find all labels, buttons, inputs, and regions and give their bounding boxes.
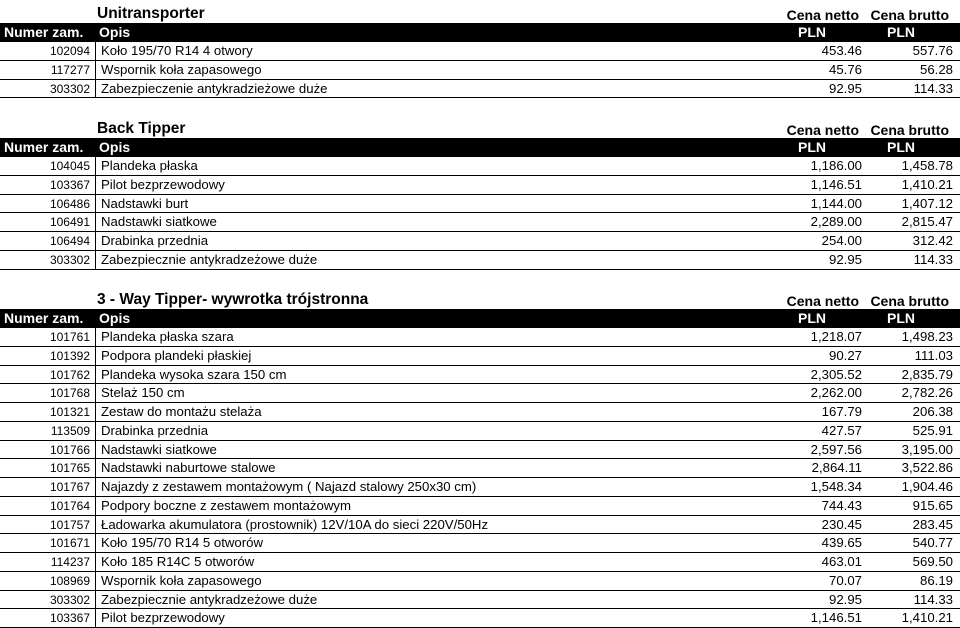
- order-number: 101671: [49, 536, 90, 551]
- order-number: 101392: [49, 348, 90, 363]
- header-description: Opis: [99, 310, 131, 326]
- header-net-currency: PLN: [798, 24, 826, 40]
- order-number: 106486: [49, 196, 90, 211]
- gross-price: 283.45: [912, 516, 953, 532]
- gross-price: 1,498.23: [901, 329, 953, 344]
- order-number: 113509: [50, 423, 90, 438]
- description: Plandeka płaska szara: [101, 329, 234, 344]
- gross-price: 312.42: [912, 233, 953, 248]
- order-number: 303302: [49, 81, 90, 96]
- net-price: 439.65: [821, 535, 862, 551]
- table-header: [0, 309, 960, 328]
- header-gross-currency: PLN: [887, 24, 915, 40]
- order-number: 101321: [49, 405, 90, 419]
- order-number: 101764: [49, 498, 90, 513]
- header-description: Opis: [99, 139, 131, 155]
- table-body: [0, 328, 960, 628]
- table-body: [0, 157, 960, 270]
- section-title-row: [0, 289, 960, 309]
- order-number: 101765: [49, 461, 90, 476]
- gross-price: 111.03: [914, 347, 953, 363]
- description: Pilot bezprzewodowy: [101, 610, 225, 626]
- description: Zabezpiecznie antykradzeżowe duże: [101, 251, 318, 267]
- gross-price: 569.50: [912, 554, 953, 569]
- order-number: 106494: [49, 234, 90, 248]
- net-price: 230.45: [821, 516, 862, 532]
- order-number: 103367: [49, 177, 90, 192]
- description: Koło 195/70 R14 4 otwory: [101, 43, 253, 58]
- net-price: 1,146.51: [810, 176, 862, 192]
- net-price: 2,597.56: [810, 441, 862, 457]
- net-price: 1,548.34: [810, 479, 862, 494]
- table-row: [0, 176, 960, 195]
- order-number: 102094: [49, 44, 90, 58]
- description: Wspornik koła zapasowego: [101, 572, 262, 588]
- description: Podpora plandeki płaskiej: [101, 347, 252, 363]
- order-number: 101767: [49, 480, 90, 494]
- gross-price: 206.38: [912, 404, 953, 419]
- order-number: 106491: [49, 215, 90, 230]
- col-gross-header: Cena brutto: [870, 7, 949, 23]
- description: Zabezpiecznie antykradzeżowe duże: [101, 591, 318, 607]
- net-price: 1,218.07: [810, 329, 862, 344]
- net-price: 2,289.00: [810, 214, 862, 230]
- description: Nadstawki burt: [101, 195, 189, 211]
- col-net-header: Cena netto: [786, 293, 859, 309]
- order-number: 104045: [49, 159, 90, 173]
- table-row: [0, 80, 960, 99]
- header-order-number: Numer zam.: [4, 139, 84, 155]
- net-price: 92.95: [828, 80, 862, 96]
- gross-price: 114.33: [913, 80, 953, 96]
- table-row: [0, 157, 960, 176]
- description: Nadstawki siatkowe: [101, 441, 217, 457]
- description: Ładowarka akumulatora (prostownik) 12V/10A do sieci 220V/50Hz: [101, 516, 489, 532]
- gross-price: 557.76: [912, 43, 953, 58]
- header-order-number: Numer zam.: [4, 310, 84, 326]
- header-net-currency: PLN: [798, 310, 826, 326]
- gross-price: 114.33: [913, 591, 953, 607]
- gross-price: 540.77: [912, 535, 953, 551]
- order-number: 101757: [49, 517, 90, 532]
- gross-price: 1,410.21: [901, 176, 953, 192]
- table-row: [0, 553, 960, 572]
- table-row: [0, 232, 960, 251]
- net-price: 167.79: [821, 404, 862, 419]
- header-gross-currency: PLN: [887, 310, 915, 326]
- net-price: 92.95: [828, 251, 862, 267]
- description: Koło 195/70 R14 5 otworów: [101, 535, 264, 551]
- table-row: [0, 516, 960, 535]
- description: Plandeka płaska: [101, 158, 198, 173]
- description: Zestaw do montażu stelaża: [101, 404, 262, 419]
- order-number: 101768: [49, 386, 90, 401]
- net-price: 463.01: [821, 554, 862, 569]
- net-price: 45.76: [828, 61, 862, 77]
- table-body: [0, 42, 960, 98]
- gross-price: 3,195.00: [901, 441, 953, 457]
- table-row: [0, 478, 960, 497]
- net-price: 70.07: [828, 572, 862, 588]
- table-row: [0, 591, 960, 610]
- order-number: 114237: [50, 555, 90, 569]
- gross-price: 1,904.46: [901, 479, 953, 494]
- gross-price: 2,815.47: [901, 214, 953, 230]
- table-row: [0, 572, 960, 591]
- col-gross-header: Cena brutto: [870, 293, 949, 309]
- net-price: 2,262.00: [810, 385, 862, 401]
- gross-price: 56.28: [919, 61, 953, 77]
- table-row: [0, 403, 960, 422]
- table-header: [0, 138, 960, 157]
- description: Najazdy z zestawem montażowym ( Najazd stalowy 250x30 cm): [101, 479, 477, 494]
- section-title-row: [0, 118, 960, 138]
- section-three-way-tipper: [0, 289, 960, 628]
- order-number: 101766: [49, 442, 90, 457]
- table-row: [0, 441, 960, 460]
- order-number: 108969: [49, 573, 90, 588]
- section-title-row: [0, 3, 960, 23]
- table-row: [0, 347, 960, 366]
- description: Koło 185 R14C 5 otworów: [101, 554, 255, 569]
- table-row: [0, 328, 960, 347]
- table-row: [0, 384, 960, 403]
- description: Plandeka wysoka szara 150 cm: [101, 366, 287, 382]
- header-order-number: Numer zam.: [4, 24, 84, 40]
- net-price: 453.46: [821, 43, 862, 58]
- gross-price: 86.19: [919, 572, 953, 588]
- table-row: [0, 366, 960, 385]
- gross-price: 1,407.12: [901, 195, 953, 211]
- description: Drabinka przednia: [101, 233, 209, 248]
- net-price: 744.43: [821, 497, 862, 513]
- table-row: [0, 497, 960, 516]
- section-title: Unitransporter: [97, 5, 205, 22]
- gross-price: 525.91: [912, 422, 953, 438]
- description: Nadstawki naburtowe stalowe: [101, 460, 276, 476]
- description: Pilot bezprzewodowy: [101, 176, 225, 192]
- description: Drabinka przednia: [101, 422, 209, 438]
- table-row: [0, 42, 960, 61]
- net-price: 2,864.11: [811, 460, 862, 476]
- gross-price: 114.33: [913, 251, 953, 267]
- table-row: [0, 251, 960, 270]
- description: Podpory boczne z zestawem montażowym: [101, 497, 351, 513]
- order-number: 103367: [49, 611, 90, 626]
- table-row: [0, 213, 960, 232]
- net-price: 254.00: [821, 233, 862, 248]
- col-gross-header: Cena brutto: [870, 122, 949, 138]
- description: Nadstawki siatkowe: [101, 214, 217, 230]
- net-price: 427.57: [821, 422, 862, 438]
- gross-price: 2,835.79: [901, 366, 953, 382]
- table-row: [0, 195, 960, 214]
- order-number: 303302: [49, 592, 90, 607]
- gross-price: 1,410.21: [901, 610, 953, 626]
- section-back-tipper: [0, 118, 960, 270]
- description: Zabezpieczenie antykradzieżowe duże: [101, 80, 328, 96]
- gross-price: 3,522.86: [901, 460, 953, 476]
- gross-price: 1,458.78: [901, 158, 953, 173]
- description: Stelaż 150 cm: [101, 385, 185, 401]
- table-header: [0, 23, 960, 42]
- order-number: 101762: [49, 367, 90, 382]
- description: Wspornik koła zapasowego: [101, 61, 262, 77]
- net-price: 1,144.00: [810, 195, 862, 211]
- section-title: Back Tipper: [97, 120, 186, 137]
- order-number: 101761: [49, 330, 90, 344]
- order-number: 117277: [50, 62, 90, 77]
- gross-price: 2,782.26: [901, 385, 953, 401]
- table-row: [0, 459, 960, 478]
- header-description: Opis: [99, 24, 131, 40]
- section-title: 3 - Way Tipper- wywrotka trójstronna: [97, 291, 369, 308]
- table-row: [0, 534, 960, 553]
- net-price: 1,186.00: [810, 158, 862, 173]
- table-row: [0, 422, 960, 441]
- col-net-header: Cena netto: [786, 7, 859, 23]
- header-gross-currency: PLN: [887, 139, 915, 155]
- col-net-header: Cena netto: [786, 122, 859, 138]
- net-price: 2,305.52: [810, 366, 862, 382]
- net-price: 90.27: [828, 347, 862, 363]
- header-net-currency: PLN: [798, 139, 826, 155]
- order-number: 303302: [49, 252, 90, 267]
- table-row: [0, 61, 960, 80]
- section-unitransporter: [0, 3, 960, 98]
- net-price: 92.95: [828, 591, 862, 607]
- gross-price: 915.65: [912, 497, 953, 513]
- net-price: 1,146.51: [810, 610, 862, 626]
- table-row: [0, 609, 960, 628]
